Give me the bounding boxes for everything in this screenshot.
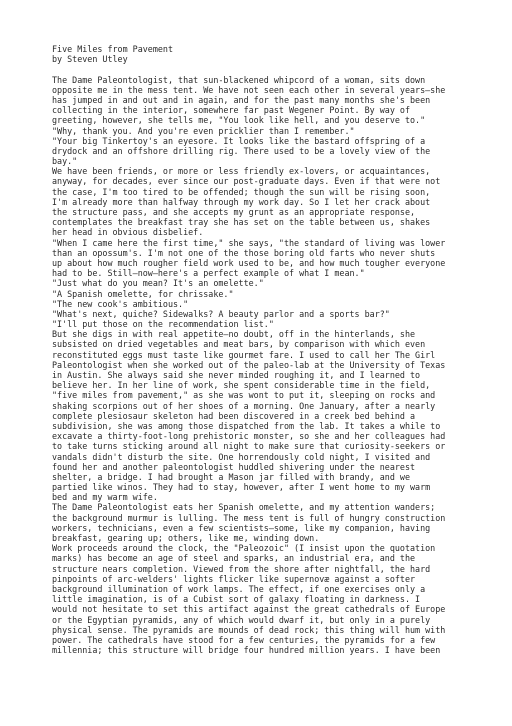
body-line: background illumination of work lamps. The effect, if one exercises only a — [52, 583, 426, 594]
body-line: "When I came here the first time," she says, "the standard of living was lower — [52, 237, 446, 248]
body-line: "The new cook's ambitious." — [52, 298, 189, 309]
story-title: Five Miles from Pavement — [52, 44, 174, 54]
body-line: The Dame Paleontologist, that sun-blackened whipcord of a woman, sits down — [52, 74, 426, 85]
body-line: the structure pass, and she accepts my grunt as an appropriate response, — [52, 207, 416, 217]
story-body — [52, 75, 484, 656]
body-line: pinpoints of arc-welders' lights flicker like supernovæ against a softer — [52, 573, 416, 584]
body-line: shaking scorpions out of her shoes of a morning. One January, after a nearly — [52, 400, 436, 411]
body-line: "Why, thank you. And you're even pricklier than I remember." — [52, 125, 355, 136]
body-line: partied like winos. They had to stay, however, after I went home to my warm — [52, 482, 431, 493]
body-line: has jumped in and out and in again, and for the past many months she's been — [52, 94, 431, 105]
body-line: complete plesiosaur skeleton had been discovered in a creek bed behind a — [52, 410, 416, 421]
body-line: power. The cathedrals have stood for a few centuries, the pyramids for a few — [52, 634, 436, 645]
body-line: collecting in the interior, somewhere far past Wegener Point. By way of — [52, 105, 410, 116]
body-line: her head in obvious disbelief. — [52, 227, 204, 238]
body-line: "What's next, quiche? Sidewalks? A beauty parlor and a sports bar?" — [52, 308, 390, 319]
body-line: "Your big Tinkertoy's an eyesore. It looks like the bastard offspring of a — [52, 135, 426, 146]
body-line: bed and my warm wife. — [52, 492, 158, 503]
body-line: Work proceeds around the clock, the "Paleozoic" (I insist upon the quotation — [52, 543, 436, 554]
body-line: subsisted on dried vegetables and meat bars, by comparison with which even — [52, 339, 426, 350]
body-line: in Austin. She always said she never minded roughing it, and I learned to — [52, 370, 421, 380]
body-line: the background murmur is lulling. The mess tent is full of hungry construction — [52, 512, 446, 523]
body-line: contemplates the breakfast tray she has set on the table between us, shakes — [52, 217, 431, 228]
body-line: But she digs in with real appetite—no doubt, off in the hinterlands, she — [52, 329, 416, 340]
body-line: structure nears completion. Viewed from the shore after nightfall, the hard — [52, 563, 431, 574]
body-line: would not hesitate to set this artifact against the great cathedrals of Europe — [52, 604, 446, 615]
body-line: had to be. Still—now—here's a perfect example of what I mean." — [52, 268, 365, 279]
body-line: "five miles from pavement," as she was wont to put it, sleeping on rocks and — [52, 390, 436, 401]
body-line: bay." — [52, 156, 78, 167]
body-line: anyway, for decades, ever since our post-graduate days. Even if that were not — [52, 176, 441, 187]
body-line: little imagination, is of a Cubist sort of galaxy floating in darkness. I — [52, 594, 421, 605]
body-line: "Just what do you mean? It's an omelette." — [52, 278, 264, 289]
body-line: shelter, a bridge. I had brought a Mason jar filled with brandy, and we — [52, 471, 410, 482]
story-byline: by Steven Utley — [52, 54, 128, 65]
body-line: vandals didn't disturb the site. One horrendously cold night, I visited and — [52, 451, 431, 462]
blank-line — [52, 64, 484, 74]
body-line: to take turns sticking around all night to make sure that curiosity-seekers or — [52, 441, 446, 452]
body-line: than an opossum's. I'm not one of the those boring old farts who never shuts — [52, 247, 436, 258]
body-line: greeting, however, she tells me, "You look like hell, and you deserve to." — [52, 115, 426, 126]
body-line: breakfast, gearing up; others, like me, winding down. — [52, 533, 320, 543]
body-line: or the Egyptian pyramids, any of which would dwarf it, but only in a purely — [52, 614, 431, 625]
body-line: up about how much rougher field work used to be, and how much tougher everyone — [52, 257, 446, 268]
body-line: The Dame Paleontologist eats her Spanish omelette, and my attention wanders; — [52, 502, 436, 513]
body-line: I'm already more than halfway through my work day. So I let her crack about — [52, 196, 431, 207]
body-line: opposite me in the mess tent. We have not seen each other in several years—she — [52, 84, 446, 95]
body-line: We have been friends, or more or less friendly ex-lovers, or acquaintances, — [52, 166, 431, 177]
body-line: the case, I'm too tired to be offended; though the sun will be rising soon, — [52, 186, 431, 197]
body-line: "A Spanish omelette, for chrissake." — [52, 288, 234, 299]
body-line: found her and another paleontologist huddled shivering under the nearest — [52, 461, 416, 472]
body-line: "I'll put those on the recommendation list." — [52, 319, 274, 330]
body-line: marks) has become an age of steel and sparks, an industrial era, and the — [52, 553, 416, 564]
body-line: subdivision, she was among those dispatched from the lab. It takes a while to — [52, 420, 441, 431]
body-line: physical sense. The pyramids are mounds of dead rock; this thing will hum with — [52, 624, 446, 635]
body-line: believe her. In her line of work, she spent considerable time in the field, — [52, 380, 431, 391]
body-line: Paleontologist when she worked out of the paleo-lab at the University of Texas — [52, 359, 446, 370]
body-line: reconstituted eggs must taste like gourmet fare. I used to call her The Girl — [52, 349, 436, 360]
body-line: millennia; this structure will bridge four hundred million years. I have been — [52, 645, 441, 656]
body-line: drydock and an offshore drilling rig. There used to be a lovely view of the — [52, 145, 431, 156]
body-line: excavate a thirty-foot-long prehistoric monster, so she and her colleagues had — [52, 431, 446, 442]
body-line: workers, technicians, even a few scientists—some, like my companion, having — [52, 522, 431, 533]
